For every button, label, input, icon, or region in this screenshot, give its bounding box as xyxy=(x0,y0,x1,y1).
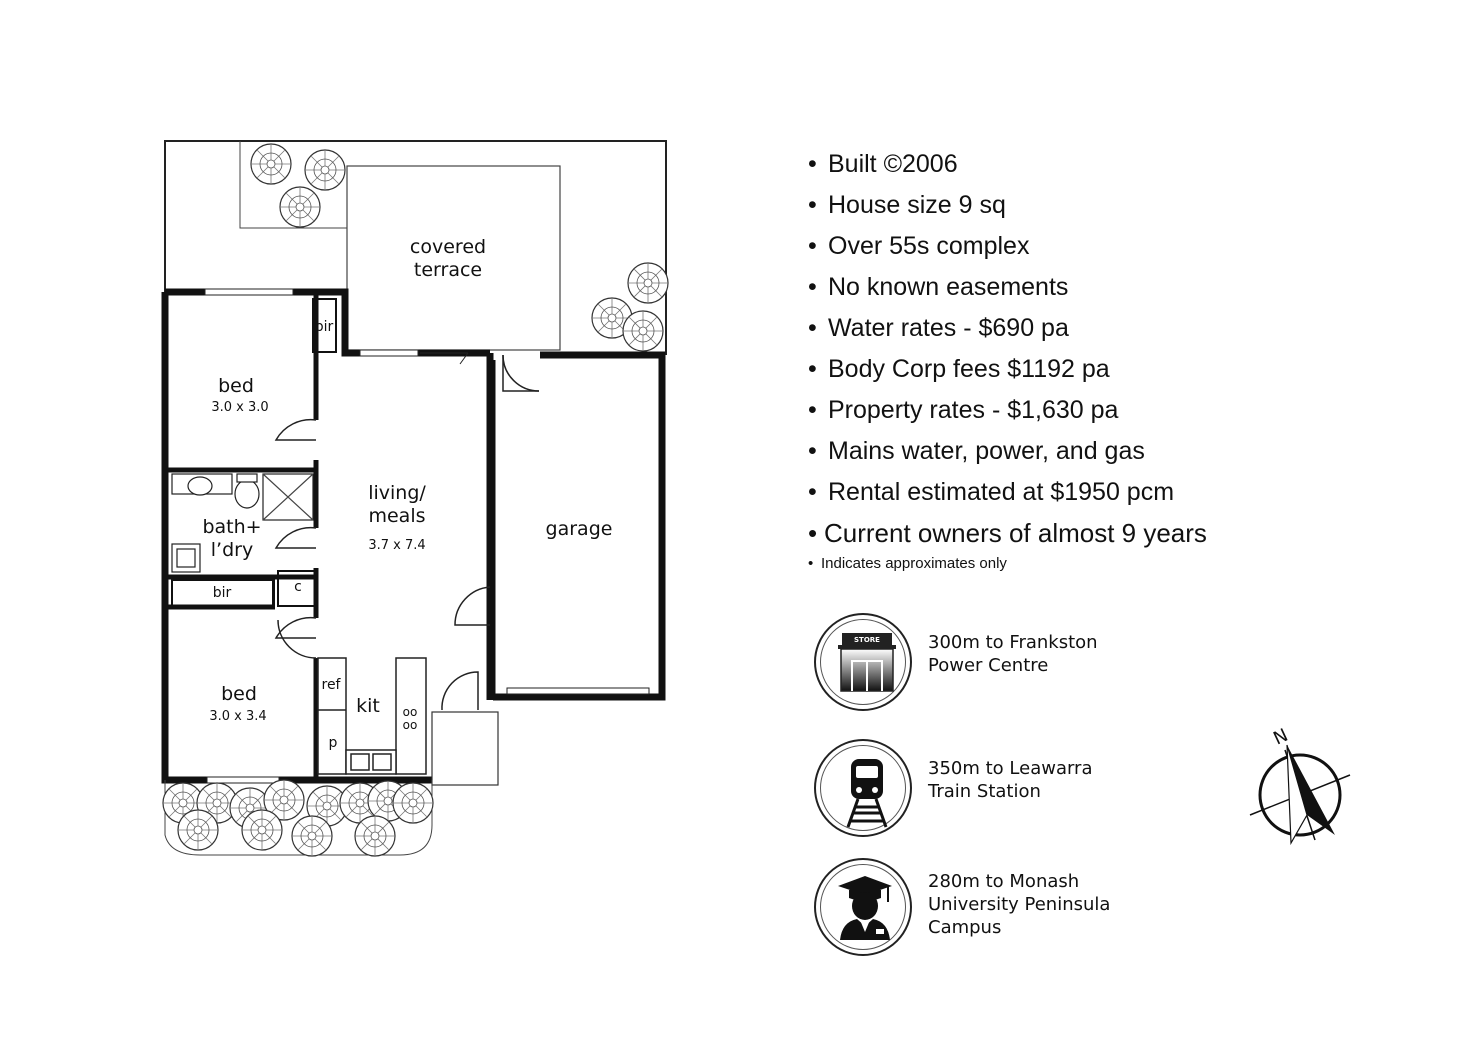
fact-item: • Mains water, power, and gas xyxy=(808,437,1145,465)
terrace-label-1: covered xyxy=(409,236,487,258)
shrubs-bottom xyxy=(163,780,433,856)
train-icon xyxy=(816,741,914,839)
train-icon-badge xyxy=(814,739,912,837)
poi-store xyxy=(814,613,1214,713)
compass-north-label: N xyxy=(1270,725,1292,750)
store-icon xyxy=(816,615,914,713)
graduate-icon-badge xyxy=(814,858,912,956)
living-dims: 3.7 x 7.4 xyxy=(368,538,426,553)
floor-plan xyxy=(0,0,760,880)
disclaimer: • Indicates approximates only xyxy=(808,555,1007,572)
bath-label-1: bath+ xyxy=(202,516,262,538)
living-label-1: living/ xyxy=(368,482,426,504)
compass-icon xyxy=(1245,725,1355,855)
fact-item: • No known easements xyxy=(808,273,1069,301)
garage-label: garage xyxy=(545,518,613,540)
bed2-label: bed xyxy=(221,683,257,705)
poi-store-text: 300m to Frankston Power Centre xyxy=(928,632,1098,676)
bed1-dims: 3.0 x 3.0 xyxy=(211,400,269,415)
poi-train-text: 350m to Leawarra Train Station xyxy=(928,758,1093,802)
bed2-dims: 3.0 x 3.4 xyxy=(209,709,267,724)
bath-label-2: l’dry xyxy=(210,539,254,561)
living-label-2: meals xyxy=(368,505,426,527)
fact-item: • Rental estimated at $1950 pcm xyxy=(808,478,1175,506)
fact-item: • Over 55s complex xyxy=(808,232,1030,260)
fact-item: • House size 9 sq xyxy=(808,191,1006,219)
porch xyxy=(432,712,498,785)
fact-item: • Body Corp fees $1192 pa xyxy=(808,355,1110,383)
ref-label: ref xyxy=(321,677,341,693)
fact-item: • Current owners of almost 9 years xyxy=(808,518,1207,548)
covered-terrace xyxy=(347,166,560,350)
poi-university-text: 280m to Monash University Peninsula Campus xyxy=(928,871,1111,938)
cooktop-label: oo oo xyxy=(402,705,418,732)
kit-label: kit xyxy=(356,695,380,717)
fact-item: • Built ©2006 xyxy=(808,150,958,178)
cupboard-label: c xyxy=(294,579,302,595)
poi-university xyxy=(814,858,1214,958)
fact-item: • Property rates - $1,630 pa xyxy=(808,396,1119,424)
terrace-label-2: terrace xyxy=(413,259,483,281)
bir-mid-label: bir xyxy=(212,585,232,601)
poi-train xyxy=(814,739,1214,839)
graduate-icon xyxy=(816,860,914,958)
pantry-label: p xyxy=(328,735,338,751)
store-icon-badge xyxy=(814,613,912,711)
fact-item: • Water rates - $690 pa xyxy=(808,314,1069,342)
bir-top-label: bir xyxy=(314,319,334,335)
bed1-label: bed xyxy=(218,375,254,397)
store-sign: STORE xyxy=(854,636,880,644)
property-facts xyxy=(808,144,1207,554)
